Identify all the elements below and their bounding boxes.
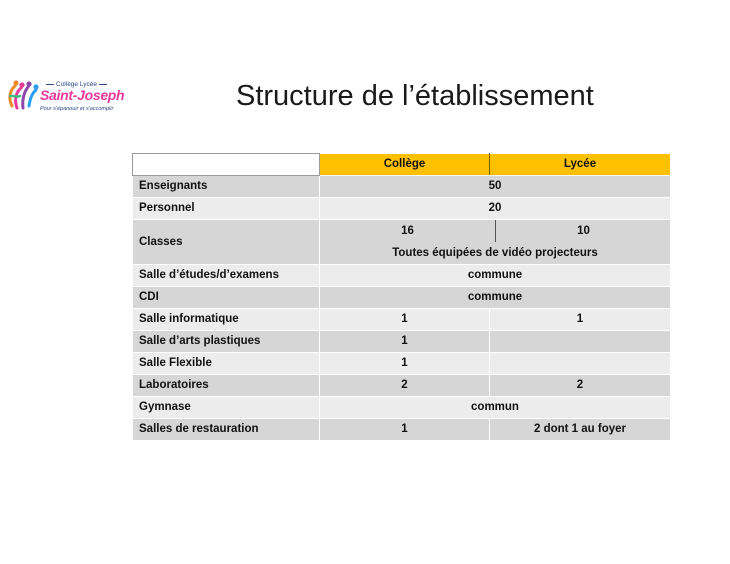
row-label: Classes [133, 220, 320, 265]
classes-college-count: 16 [320, 220, 496, 242]
row-label: CDI [133, 287, 320, 309]
row-lycee-value: 2 [490, 375, 671, 397]
row-college-value: 2 [320, 375, 490, 397]
table-row [133, 265, 671, 287]
row-label: Salle d’études/d’examens [133, 265, 320, 287]
logo-line-1: Collège Lycée [44, 81, 109, 88]
header-empty-cell [133, 154, 320, 176]
row-college-value: 1 [320, 419, 490, 441]
structure-table [132, 153, 671, 441]
row-label: Gymnase [133, 397, 320, 419]
row-lycee-value: 2 dont 1 au foyer [490, 419, 671, 441]
table-row [133, 220, 671, 265]
header-lycee: Lycée [490, 154, 671, 176]
row-shared-value: 50 [320, 176, 671, 198]
header-college: Collège [320, 154, 490, 176]
row-label: Salle Flexible [133, 353, 320, 375]
table-row [133, 309, 671, 331]
table-row [133, 287, 671, 309]
row-lycee-value [490, 331, 671, 353]
logo-line-2: Saint-Joseph [40, 87, 125, 103]
row-lycee-value: 1 [490, 309, 671, 331]
table-header-row [133, 154, 671, 176]
row-label: Personnel [133, 198, 320, 220]
row-label: Laboratoires [133, 375, 320, 397]
school-logo [6, 72, 126, 122]
table-row [133, 198, 671, 220]
table-row [133, 397, 671, 419]
row-shared-value: commune [320, 265, 671, 287]
row-college-value: 1 [320, 309, 490, 331]
page-title: Structure de l’établissement [236, 80, 594, 112]
classes-counts [320, 220, 670, 242]
logo-figures-icon [6, 78, 40, 112]
row-college-value: 1 [320, 331, 490, 353]
classes-note: Toutes équipées de vidéo projecteurs [392, 247, 598, 259]
row-label: Enseignants [133, 176, 320, 198]
row-shared-value: commune [320, 287, 671, 309]
row-lycee-value [490, 353, 671, 375]
row-shared-value: commun [320, 397, 671, 419]
row-label: Salle d’arts plastiques [133, 331, 320, 353]
table-row [133, 353, 671, 375]
table-row [133, 419, 671, 441]
table-row [133, 331, 671, 353]
row-shared-value: 20 [320, 198, 671, 220]
row-label: Salle informatique [133, 309, 320, 331]
classes-cell [320, 220, 671, 265]
table-row [133, 176, 671, 198]
logo-line-3: Pour s'épanouir et s'accomplir [40, 106, 114, 112]
classes-lycee-count: 10 [577, 225, 590, 237]
row-label: Salles de restauration [133, 419, 320, 441]
table-row [133, 375, 671, 397]
row-college-value: 1 [320, 353, 490, 375]
